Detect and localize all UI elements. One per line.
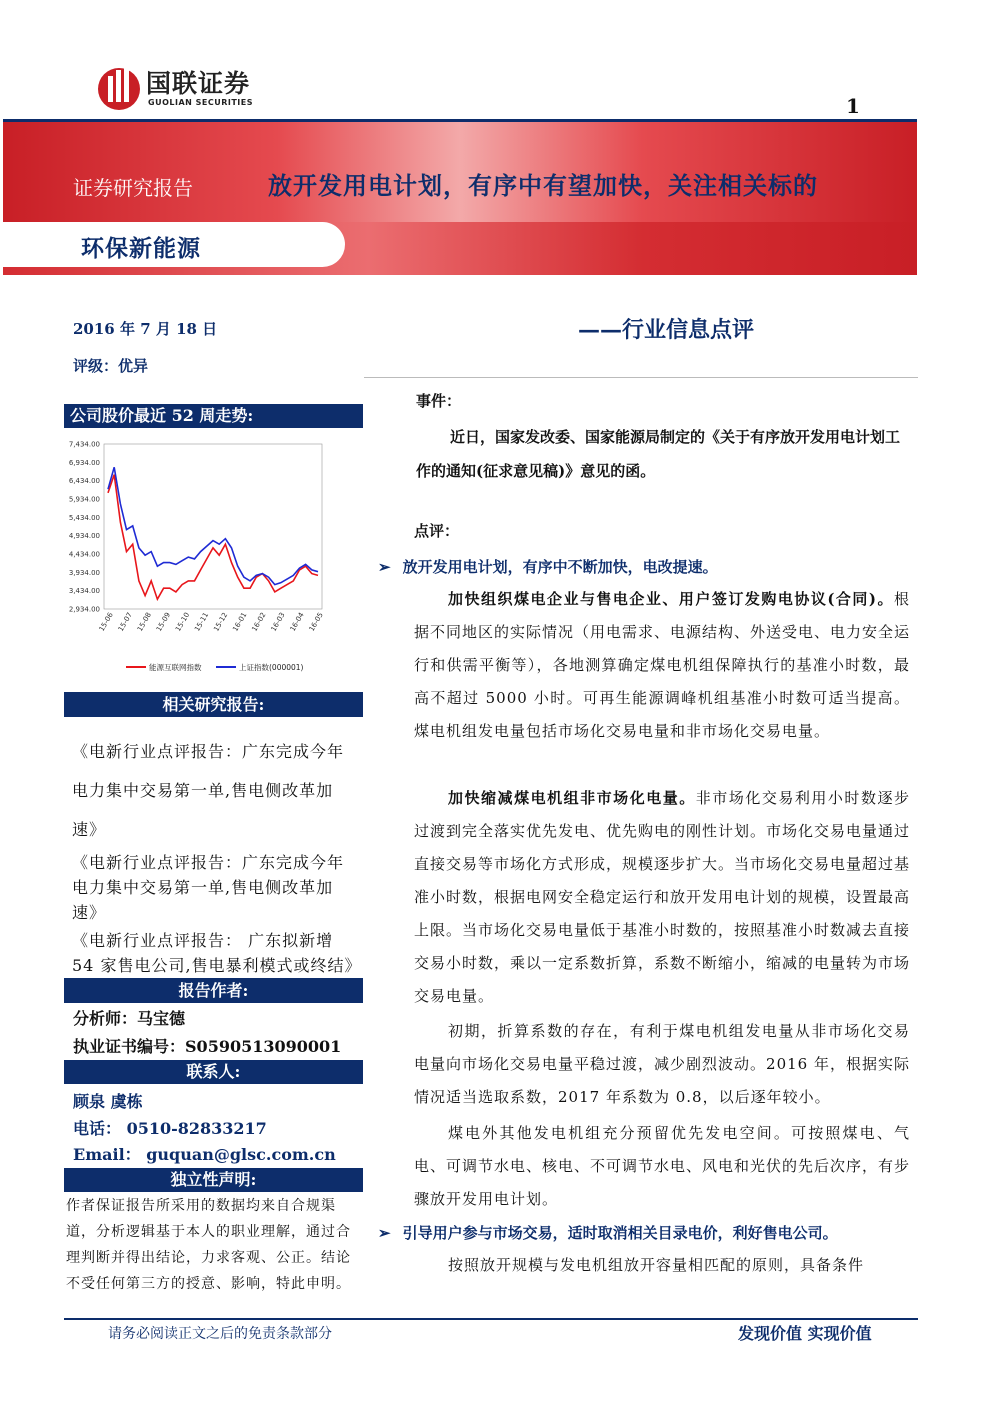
bullet-1-text: 放开发用电计划，有序中不断加快，电改提速。 <box>402 558 718 576</box>
paragraph-1-text: 根据不同地区的实际情况（用电需求、电源结构、外送受电、电力安全运行和供需平衡等），各地测算确定煤电机组保障执行的基准小时数，最高不超过 5000 小时。可再生能源调峰机组基准小时数可适当提高。煤电机组发电量包括市场化交易电量和非市场化交易电量。 <box>414 590 911 740</box>
paragraph-4: 煤电外其他发电机组充分预留优先发电空间。可按照煤电、气电、可调节水电、核电、不可调节水电、风电和光伏的先后次序，有步骤放开发用电计划。 <box>414 1124 911 1208</box>
report-subtitle: ——行业信息点评 <box>578 317 755 343</box>
paragraph-2-text: 非市场化交易利用小时数逐步过渡到完全落实优先发电、优先购电的刚性计划。市场化交易电量通过直接交易等市场化方式形成，规模逐步扩大。当市场化交易电量超过基准小时数，根据电网安全稳定运行和放开发用电计划的规模，设置最高上限。当市场化交易电量低于基准小时数的，按照基准小时数减去直接交易小时数，乘以一定系数折算，系数不断缩小，缩减的电量转为市场交易电量。 <box>414 789 911 1005</box>
stock-chart-svg <box>64 430 363 690</box>
author-heading: 报告作者: <box>64 978 363 1003</box>
report-title: 放开发用电计划，有序中有望加快，关注相关标的 <box>268 171 818 200</box>
comment-label: 点评： <box>414 522 460 540</box>
page-number: 1 <box>846 94 860 118</box>
x-tick-label: 16-02 <box>250 611 268 633</box>
x-tick-label: 15-06 <box>97 611 115 633</box>
y-tick-label: 7,434.00 <box>68 440 100 449</box>
x-tick-label: 15-11 <box>193 611 211 633</box>
x-tick-label: 15-08 <box>135 611 153 633</box>
contact-heading: 联系人: <box>64 1060 363 1084</box>
y-tick-label: 4,434.00 <box>68 550 100 559</box>
stock-chart <box>64 430 363 690</box>
y-tick-label: 3,934.00 <box>68 568 100 577</box>
paragraph-5: 按照放开规模与发电机组放开容量相匹配的原则，具备条件 <box>448 1256 865 1274</box>
certificate-number: 执业证书编号：S0590513090001 <box>73 1037 342 1056</box>
paragraph-2 <box>414 782 910 1013</box>
paragraph-1-lead: 加快组织煤电企业与售电企业、用户签订发购电协议(合同)。 <box>448 590 894 608</box>
legend-label-2: 上证指数(000001) <box>239 663 304 672</box>
bullet-1 <box>378 556 718 577</box>
x-tick-label: 15-10 <box>174 611 192 633</box>
y-tick-label: 2,934.00 <box>68 605 100 614</box>
plot-frame <box>104 444 322 609</box>
company-logo <box>96 62 286 114</box>
content-rule <box>364 377 918 378</box>
paragraph-2-lead: 加快缩减煤电机组非市场化电量。 <box>448 789 696 807</box>
report-type: 证券研究报告 <box>73 176 193 200</box>
related-heading: 相关研究报告: <box>64 692 363 717</box>
series-line-2 <box>108 467 318 584</box>
y-tick-label: 5,934.00 <box>68 495 100 504</box>
independence-statement: 作者保证报告所采用的数据均来自合规渠道，分析逻辑基于本人的职业理解，通过合理判断并得出结论，力求客观、公正。结论不受任何第三方的授意、影响，特此申明。 <box>66 1198 351 1292</box>
industry-label: 环保新能源 <box>81 235 201 262</box>
footer-slogan: 发现价值 实现价值 <box>738 1324 872 1343</box>
bullet-2-text: 引导用户参与市场交易，适时取消相关目录电价，利好售电公司。 <box>402 1224 838 1242</box>
footer-disclaimer-note: 请务必阅读正文之后的免责条款部分 <box>108 1326 332 1342</box>
x-tick-label: 16-03 <box>269 611 287 633</box>
logo-mark-icon <box>96 62 142 112</box>
footer-rule <box>64 1318 918 1320</box>
y-tick-label: 6,434.00 <box>68 477 100 486</box>
y-tick-label: 3,434.00 <box>68 587 100 596</box>
contact-names: 顾泉 虞栋 <box>73 1092 143 1111</box>
y-tick-label: 5,434.00 <box>68 513 100 522</box>
x-tick-label: 15-09 <box>154 611 173 633</box>
x-tick-label: 16-05 <box>307 611 325 633</box>
chart-heading: 公司股价最近 52 周走势: <box>64 404 363 428</box>
logo-text-en: GUOLIAN SECURITIES <box>148 98 253 107</box>
related-report-3[interactable]: 《电新行业点评报告： 广东拟新增 54 家售电公司,售电暴利模式或终结》 <box>72 931 362 975</box>
rating: 评级：优异 <box>73 357 149 375</box>
x-tick-label: 15-07 <box>116 611 134 633</box>
paragraph-1 <box>414 583 910 748</box>
logo-text-cn: 国联证券 <box>146 69 251 98</box>
bullet-arrow-icon: ➢ <box>378 1224 391 1242</box>
related-report-2[interactable]: 《电新行业点评报告：广东完成今年电力集中交易第一单,售电侧改革加速》 <box>72 853 345 922</box>
legend-label-1: 能源互联网指数 <box>149 663 202 672</box>
related-report-1[interactable]: 《电新行业点评报告：广东完成今年电力集中交易第一单,售电侧改革加速》 <box>72 742 345 839</box>
bullet-arrow-icon: ➢ <box>378 558 391 576</box>
paragraph-3: 初期，折算系数的存在，有利于煤电机组发电量从非市场化交易电量向市场化交易电量平稳过渡，减少剧烈波动。2016 年，根据实际情况适当选取系数，2017 年系数为 0.8，以后逐年较小。 <box>414 1022 910 1106</box>
x-tick-label: 15-12 <box>212 611 230 633</box>
report-date: 2016 年 7 月 18 日 <box>73 320 218 338</box>
x-tick-label: 16-04 <box>288 611 306 633</box>
x-tick-label: 16-01 <box>231 611 249 633</box>
series-line-1 <box>108 475 318 600</box>
event-text: 近日，国家发改委、国家能源局制定的《关于有序放开发用电计划工作的通知(征求意见稿)》意见的函。 <box>416 428 901 480</box>
analyst: 分析师：马宝德 <box>73 1009 186 1028</box>
independence-heading: 独立性声明: <box>64 1168 363 1192</box>
contact-phone: 电话： 0510-82833217 <box>73 1119 267 1138</box>
bullet-2 <box>378 1222 838 1243</box>
y-tick-label: 6,934.00 <box>68 458 100 467</box>
title-banner <box>3 122 917 275</box>
event-label: 事件： <box>416 392 462 410</box>
y-tick-label: 4,934.00 <box>68 532 100 541</box>
contact-email[interactable]: Email： guquan@glsc.com.cn <box>73 1145 336 1164</box>
